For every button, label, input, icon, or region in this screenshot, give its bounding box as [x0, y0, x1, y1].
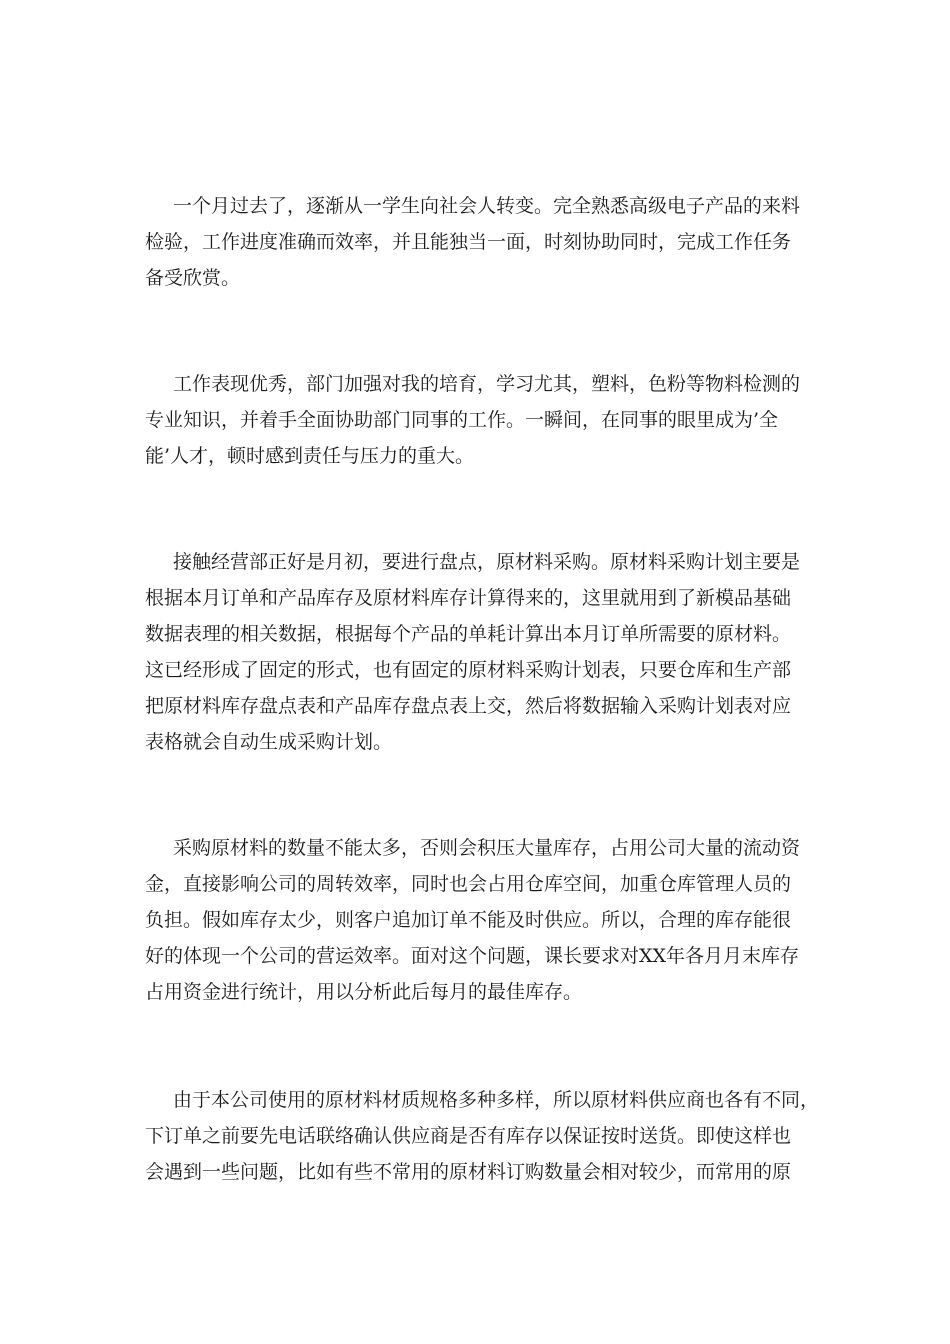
paragraph-line: 占用资金进行统计，用以分析此后每月的最佳库存。: [145, 981, 583, 1003]
paragraph-line: 这已经形成了固定的形式，也有固定的原材料采购计划表，只要仓库和生产部: [145, 659, 792, 681]
paragraph-line: 一个月过去了，逐渐从一学生向社会人转变。完全熟悉高级电子产品的来料: [173, 195, 801, 217]
paragraph-2: [145, 366, 830, 474]
paragraph-4: [145, 830, 830, 1010]
paragraph-line: 负担。假如库存太少，则客户追加订单不能及时供应。所以，合理的库存能很: [145, 909, 792, 931]
paragraph-line: 采购原材料的数量不能太多，否则会积压大量库存，占用公司大量的流动资: [173, 837, 801, 859]
paragraph-line: 专业知识，并着手全面协助部门同事的工作。一瞬间，在同事的眼里成为’全: [145, 409, 779, 431]
paragraph-line: 表格就会自动生成采购计划。: [145, 731, 393, 753]
paragraph-line: 会遇到一些问题，比如有些不常用的原材料订购数量会相对较少，而常用的原: [145, 1161, 792, 1183]
paragraph-line: 能’人才，顿时感到责任与压力的重大。: [145, 445, 475, 467]
paragraph-line: 接触经营部正好是月初，要进行盘点，原材料采购。原材料采购计划主要是: [173, 551, 801, 573]
paragraph-line: 备受欣赏。: [145, 267, 241, 289]
paragraph-line: 数据表理的相关数据，根据每个产品的单耗计算出本月订单所需要的原材料。: [145, 623, 792, 645]
paragraph-line: 把原材料库存盘点表和产品库存盘点表上交，然后将数据输入采购计划表对应: [145, 695, 792, 717]
paragraph-line: 检验，工作进度准确而效率，并且能独当一面，时刻协助同时，完成工作任务: [145, 231, 792, 253]
paragraph-1: [145, 188, 830, 296]
paragraph-line: 根据本月订单和产品库存及原材料库存计算得来的，这里就用到了新模品基础: [145, 587, 792, 609]
paragraph-line: 金，直接影响公司的周转效率，同时也会占用仓库空间，加重仓库管理人员的: [145, 873, 792, 895]
paragraph-3: [145, 544, 830, 760]
paragraph-5: [145, 1082, 830, 1190]
paragraph-line: 下订单之前要先电话联络确认供应商是否有库存以保证按时送货。即使这样也: [145, 1125, 792, 1147]
paragraph-line: 由于本公司使用的原材料材质规格多种多样，所以原材料供应商也各有不同，: [173, 1089, 820, 1111]
paragraph-line: 工作表现优秀，部门加强对我的培育，学习尤其，塑料，色粉等物料检测的: [173, 373, 801, 395]
paragraph-line: 好的体现一个公司的营运效率。面对这个问题，课长要求对XX年各月月末库存: [145, 945, 800, 967]
